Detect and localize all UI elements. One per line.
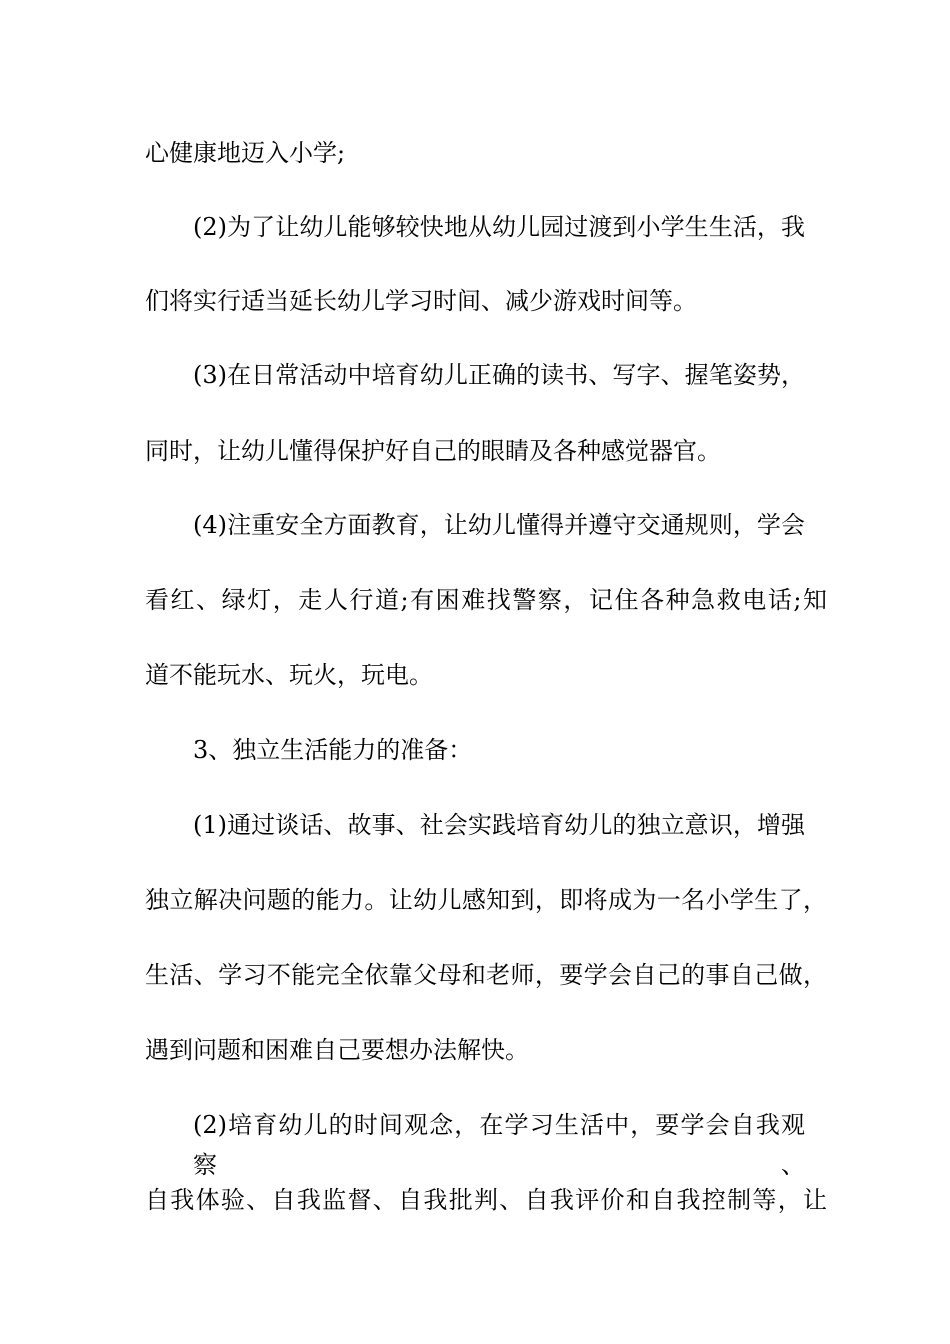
text-line: 们将实行适当延长幼儿学习时间、减少游戏时间等。 [145,287,697,315]
text-line: (2)为了让幼儿能够较快地从幼儿园过渡到小学生生活，我 [193,213,805,241]
text-line: 遇到问题和困难自己要想办法解快。 [145,1036,529,1064]
text-line: 同时，让幼儿懂得保护好自己的眼睛及各种感觉器官。 [145,437,721,465]
text-line: (4)注重安全方面教育，让幼儿懂得并遵守交通规则，学会 [193,511,805,539]
text-line: 道不能玩水、玩火，玩电。 [145,661,433,689]
text-line: (1)通过谈话、故事、社会实践培育幼儿的独立意识，增强 [193,811,805,839]
text-line: 独立解决问题的能力。让幼儿感知到，即将成为一名小学生了， [145,886,827,914]
text-line: 心健康地迈入小学; [145,139,346,167]
text-line: (2)培育幼儿的时间观念，在学习生活中，要学会自我观察、 [193,1111,805,1179]
text-line: 生活、学习不能完全依靠父母和老师，要学会自己的事自己做， [145,961,827,989]
text-line: 自我体验、自我监督、自我批判、自我评价和自我控制等，让 [145,1186,827,1214]
section-heading: 3、独立生活能力的准备： [193,736,473,764]
text-line: (3)在日常活动中培育幼儿正确的读书、写字、握笔姿势， [193,361,805,389]
text-line: 看红、绿灯，走人行道;有困难找警察，记住各种急救电话;知 [145,586,827,614]
